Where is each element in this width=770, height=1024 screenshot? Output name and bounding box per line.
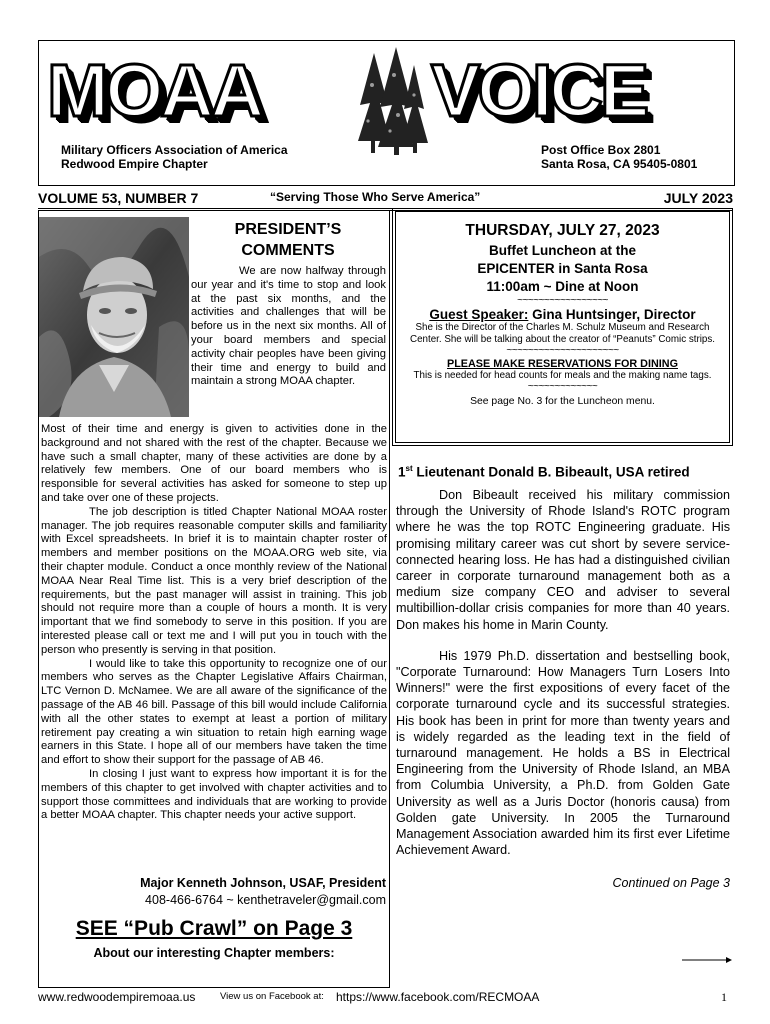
masthead-title-voice: VOICE — [431, 49, 647, 132]
president-photo — [39, 217, 189, 417]
guest-speaker — [396, 307, 729, 322]
president-comments-title — [193, 219, 383, 261]
organization-name — [61, 143, 288, 171]
motto: “Serving Those Who Serve America” — [270, 190, 481, 204]
title-text: Lieutenant Donald B. Bibeault, USA retired — [412, 464, 690, 480]
reservation-notice: PLEASE MAKE RESERVATIONS FOR DINING — [447, 358, 678, 370]
menu-note: See page No. 3 for the Luncheon menu. — [470, 396, 655, 407]
bibeault-article-body — [396, 487, 730, 858]
facebook-label: View us on Facebook at: — [220, 991, 324, 1002]
issue-date: JULY 2023 — [663, 190, 733, 206]
venue-line-1: Buffet Luncheon at the — [489, 243, 636, 258]
page-number: 1 — [721, 990, 727, 1004]
luncheon-venue — [396, 242, 729, 296]
pub-crawl-title: SEE “Pub Crawl” on Page 3 — [75, 917, 353, 940]
right-arrow-icon — [682, 955, 732, 965]
bibeault-paragraph-2: His 1979 Ph.D. dissertation and bestselling book, "Corporate Turnaround: How Managers Turn Losers Into Winners!" were the first expositions of every facet of the corporate turnaround cycle and its successful strategies. His book has been in print for more than twenty years and is widely regarded as the leading text in the field of turnaround management. He holds a BS in Electrical Engineering from the University of Rhode Island, an MBA from Columbia University, a Ph.D. from Golden Gate University as well as a Juris Doctor (honoris causa) from Golden gate University. In 2005 the Turnaround Management Association awarded him its first ever Lifetime Achievement Award. — [396, 648, 730, 858]
pub-crawl-subtitle: About our interesting Chapter members: — [93, 946, 335, 960]
venue-line-3: 11:00am ~ Dine at Noon — [486, 279, 639, 294]
title-line-1: PRESIDENT’S — [234, 221, 342, 238]
speaker-name: Gina Huntsinger, Director — [528, 307, 696, 322]
masthead-title-moaa: MOAA — [47, 49, 262, 132]
title-ordinal-suffix: st — [405, 464, 413, 473]
signature-contact: 408-466-6764 ~ kenthetraveler@gmail.com — [145, 893, 386, 907]
paragraph-2: The job description is titled Chapter National MOAA roster manager. The job requires reasonable computer skills and familiarity with Excel spreadsheets. In brief it is to maintain chapter roster of members and member positions on the MOAA.ORG web site, via their chapter module. Conduct a once monthly review of the National MOAA Near Real Time list. This is a very brief description of the requirements, but the past manager will assist in training. This job should not require more than a couple of hours a month. It is very important that we find somebody to serve in this position. If you are interested please call or text me and I will put you in touch with the person who presently is serving in that position. — [41, 505, 387, 656]
continued-note: Continued on Page 3 — [612, 876, 730, 890]
website-link[interactable]: www.redwoodempiremoaa.us — [38, 990, 196, 1004]
president-column — [38, 211, 390, 988]
luncheon-date: THURSDAY, JULY 27, 2023 — [465, 222, 660, 239]
president-signature — [41, 875, 386, 909]
signature-name: Major Kenneth Johnson, USAF, President — [140, 876, 386, 890]
divider-tilde: ~~~~~~~~~~~~~ — [527, 381, 598, 392]
divider-tilde: ~~~~~~~~~~~~~~~~~~~~~ — [506, 345, 619, 356]
divider-tilde: ~~~~~~~~~~~~~~~~~ — [517, 295, 608, 306]
president-body — [41, 423, 387, 823]
intro-paragraph: We are now halfway through our year and it's time to stop and look at the past six months, and the activities and challenges that will be before us in the next six months. All of your board members and special activity chair peoples have been giving their time and energy to build and maintain a strong MOAA chapter. — [191, 265, 386, 388]
title-ordinal: 1 — [398, 464, 406, 480]
luncheon-box — [392, 208, 733, 446]
mailing-address — [541, 143, 697, 171]
address-line-1: Post Office Box 2801 — [541, 143, 661, 157]
title-line-2: COMMENTS — [241, 242, 335, 259]
paragraph-4: In closing I just want to express how important it is for the members of this chapter to get involved with chapter activities and to support those committees and individuals that are working to provide a better MOAA chapter. This chapter needs your active support. — [41, 767, 387, 822]
volume-number: VOLUME 53, NUMBER 7 — [38, 190, 199, 206]
speaker-description: She is the Director of the Charles M. Schulz Museum and Research Center. She will be talking about the creator of “Peanuts” Comic strips. — [410, 322, 715, 345]
org-line-2: Redwood Empire Chapter — [61, 157, 208, 171]
paragraph-3: I would like to take this opportunity to recognize one of our members who serves as the Chapter Legislative Affairs Chairman, LTC Vernon D. McNamee. We are all aware of the significance of the passage of the AB 46 bill. Passage of this bill would include California with all the other states to exempt at least a portion of military retirement pay creating a win situation to retain high earning wage earners in this State. I hope all of our members have taken the time and effort to show their support for the passage of AB 46. — [41, 657, 387, 767]
facebook-link[interactable]: https://www.facebook.com/RECMOAA — [336, 990, 540, 1004]
address-line-2: Santa Rosa, CA 95405-0801 — [541, 157, 698, 171]
bibeault-paragraph-1: Don Bibeault received his military commission through the University of Rhode Island's ROTC program where he was the top ROTC Engineering graduate. His promising military career was cut short by severe service-connected hearing loss. He has had a distinguished civilian career in corporate turnaround management both as a medium size company CEO and adviser to several multibillion-dollar crisis companies for more than 40 years. Don makes his home in Marin County. — [396, 488, 730, 632]
redwood-trees-logo — [352, 45, 430, 155]
masthead — [38, 40, 735, 186]
venue-line-2: EPICENTER in Santa Rosa — [477, 261, 648, 276]
reservation-description: This is needed for head counts for meals and the making name tags. — [413, 370, 712, 381]
paragraph-1-continued: Most of their time and energy is given to activities done in the background and not shared with the rest of the chapter. Because we have such a small chapter, many of these activities are done by a relatively few members. One of our board members who is responsible for several activities has asked for someone to step up and take over one of these projects. — [41, 423, 387, 504]
org-line-1: Military Officers Association of America — [61, 143, 288, 157]
speaker-label: Guest Speaker: — [429, 307, 529, 322]
president-intro — [191, 265, 386, 389]
bibeault-article-title — [398, 464, 738, 480]
